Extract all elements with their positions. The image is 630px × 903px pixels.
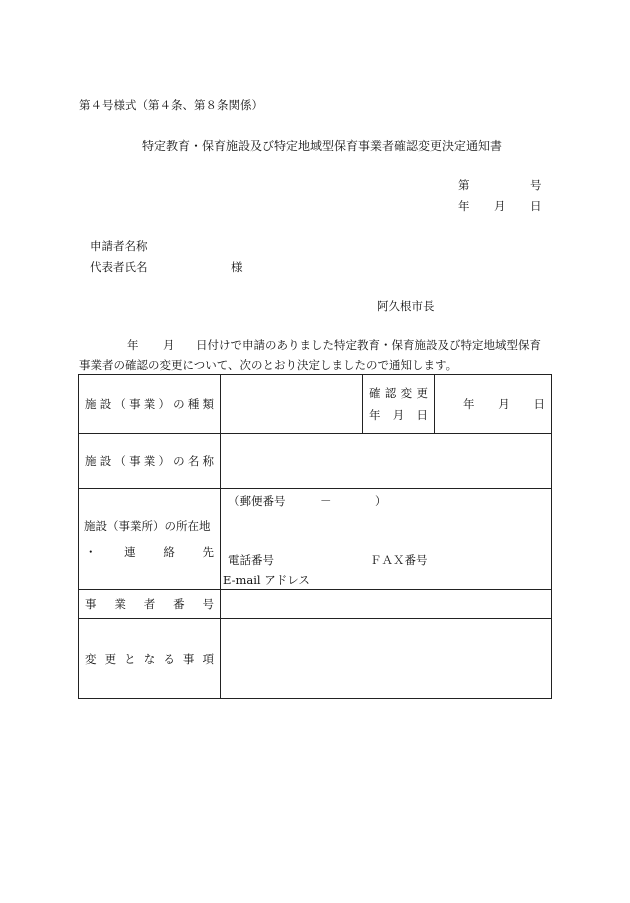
body-year: 年 bbox=[127, 338, 139, 352]
facility-type-label bbox=[79, 375, 221, 434]
change-date-value bbox=[435, 375, 552, 434]
change-date-label bbox=[363, 375, 435, 434]
doc-number-prefix: 第 bbox=[458, 178, 470, 192]
address-contact-value bbox=[221, 489, 552, 590]
change-date-text: 年 月 日 bbox=[369, 408, 428, 422]
body-line1: 日付けで申請のありました特定教育・保育施設及び特定地域型保育 bbox=[196, 338, 541, 352]
doc-date-month: 月 bbox=[494, 199, 506, 213]
contact-label: ・ 連 絡 先 bbox=[85, 545, 214, 559]
doc-date-day: 日 bbox=[530, 199, 542, 213]
row-change-items bbox=[79, 619, 552, 699]
facility-type-label-text: 施 設 （ 事 業 ） の 種 類 bbox=[85, 397, 214, 411]
facility-name-label bbox=[79, 434, 221, 489]
doc-number-suffix: 号 bbox=[530, 178, 542, 192]
facility-type-value bbox=[221, 375, 363, 434]
row-facility-type bbox=[79, 375, 552, 434]
change-date-value-text: 年 月 日 bbox=[463, 397, 545, 411]
change-items-label-text: 変 更 と な る 事 項 bbox=[85, 651, 214, 666]
change-items-label bbox=[79, 619, 221, 699]
postal-code-close: ） bbox=[375, 494, 387, 508]
address-label: 施設（事業所）の所在地 bbox=[84, 519, 211, 533]
facility-name-value bbox=[221, 434, 552, 489]
business-number-value bbox=[221, 590, 552, 619]
form-label: 第４号様式（第４条、第８条関係） bbox=[79, 98, 263, 112]
fax-label: ＦＡＸ番号 bbox=[370, 553, 428, 567]
details-table bbox=[78, 374, 552, 699]
postal-code-label: （郵便番号 bbox=[228, 494, 286, 508]
change-label-text: 確 認 変 更 bbox=[369, 386, 428, 400]
business-number-label-text: 事 業 者 番 号 bbox=[85, 597, 214, 611]
business-number-label bbox=[79, 590, 221, 619]
address-contact-label bbox=[79, 489, 221, 590]
issuer: 阿久根市長 bbox=[377, 299, 435, 313]
row-facility-name bbox=[79, 434, 552, 489]
applicant-name-label: 申請者名称 bbox=[90, 239, 148, 253]
honorific: 様 bbox=[231, 260, 243, 274]
doc-date-year: 年 bbox=[458, 199, 470, 213]
postal-code-dash: － bbox=[320, 494, 332, 508]
body-line2: 事業者の確認の変更について、次のとおり決定しましたので通知します。 bbox=[79, 358, 458, 372]
facility-name-label-text: 施 設 （ 事 業 ） の 名 称 bbox=[85, 454, 214, 468]
representative-name-label: 代表者氏名 bbox=[90, 260, 148, 274]
email-label: E-mail アドレス bbox=[223, 573, 310, 587]
row-address-contact bbox=[79, 489, 552, 590]
phone-label: 電話番号 bbox=[228, 553, 274, 567]
change-items-value bbox=[221, 619, 552, 699]
document-title: 特定教育・保育施設及び特定地域型保育事業者確認変更決定通知書 bbox=[142, 139, 503, 153]
body-month: 月 bbox=[163, 338, 175, 352]
row-business-number bbox=[79, 590, 552, 619]
